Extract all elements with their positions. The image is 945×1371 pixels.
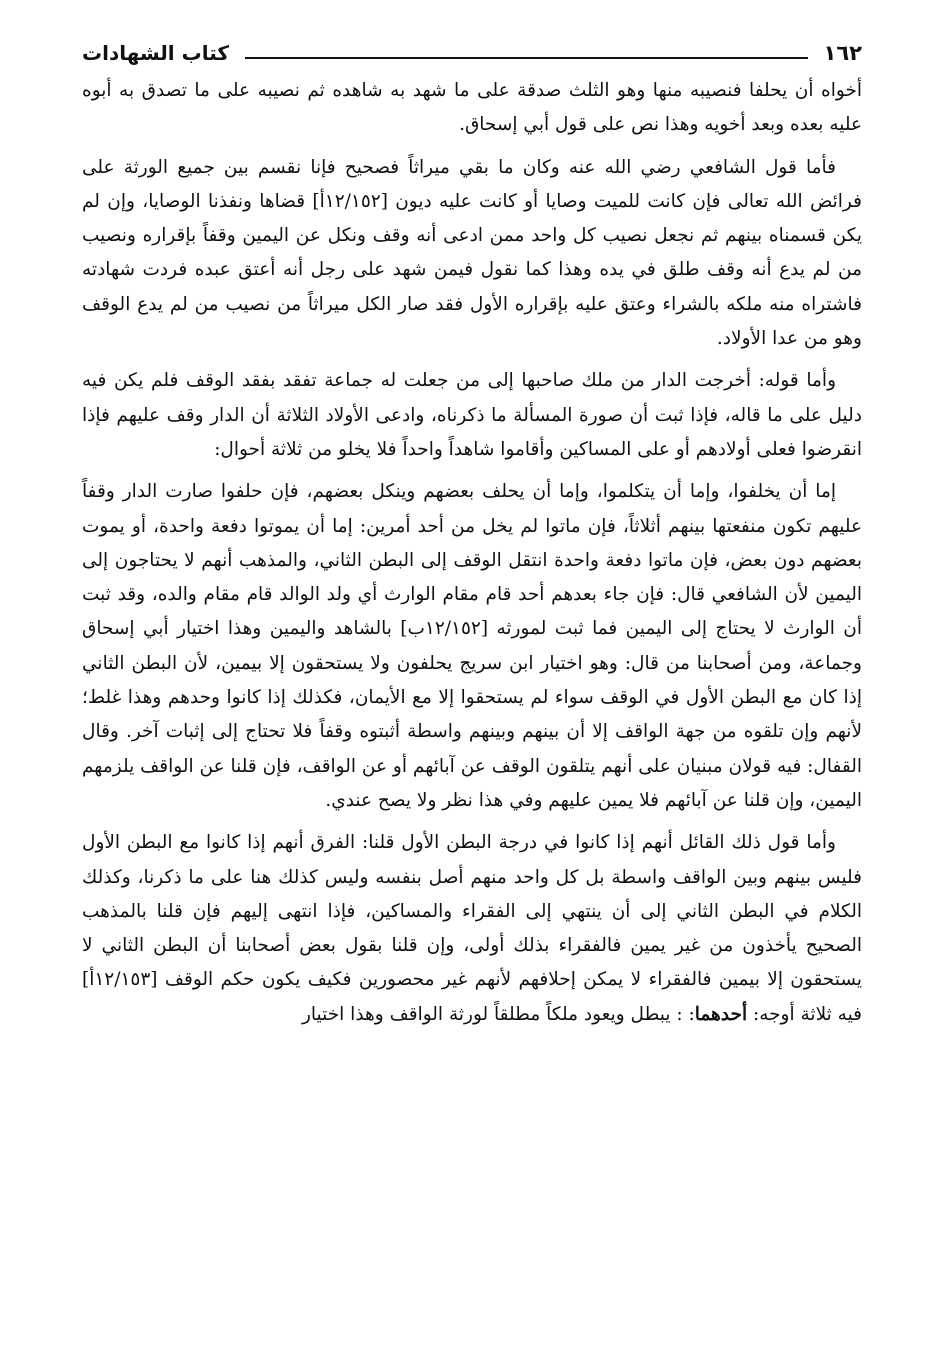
book-title: كتاب الشهادات: [82, 41, 230, 65]
page-number: ١٦٢: [823, 41, 862, 65]
paragraph-5-text: وأما قول ذلك القائل أنهم إذا كانوا في درجة البطن الأول قلنا: الفرق أنهم إذا كانوا مع البطن الأول فليس بينهم وبين الواقف واسطة بل كل واحد منهم أصل بنفسه وليس كذلك هنا على ما ذكرنا، وكذلك الكلام في البطن الثاني إلى أن ينتهي إلى الفقراء والمساكين، فإذا انتهى إليهم فإن قلنا بالمذهب الصحيح يأخذون من غير يمين فالفقراء بذلك أولى، وإن قلنا بقول بعض أصحابنا أن البطن الثاني لا يستحقون إلا بيمين فالفقراء لا يمكن إحلافهم لأنهم غير محصورين فكيف يكون حكم الوقف [١٢/١٥٣أ] فيه ثلاثة أوجه:: [82, 832, 862, 1025]
paragraph-1: أخواه أن يحلفا فنصيبه منها وهو الثلث صدقة على ما شهد به شاهده ثم نصيبه على ما تصدق به أبوه عليه بعده وبعد أخويه وهذا نص على قول أبي إسحاق.: [82, 80, 862, 136]
body-text: [82, 74, 862, 1032]
paragraph-4: إما أن يخلفوا، وإما أن يتكلموا، وإما أن يحلف بعضهم وينكل بعضهم، فإن حلفوا صارت الدار وقفاً عليهم تكون منفعتها بينهم أثلاثاً، فإن ماتوا لم يخل من أحد أمرين: إما أن يموتوا دفعة واحدة، أو يموت بعضهم دون بعض، فإن ماتوا دفعة واحدة انتقل الوقف إلى البطن الثاني، والمذهب أنهم لا يحتاجون إلى اليمين لأن الشافعي قال: فإن جاء بعدهم أحد قام مقام الوارث أي ولد الوالد قام مقام والده، وقد ثبت أن الوارث لا يحتاج إلى اليمين فما ثبت لمورثه [١٢/١٥٢ب] بالشاهد واليمين وهذا اختيار أبي إسحاق وجماعة، ومن أصحابنا من قال: وهو اختيار ابن سريج يحلفون ولا يستحقون إلا بيمين، لأن البطن الثاني إذا كان مع البطن الأول في الوقف سواء لم يستحقوا إلا مع الأيمان، فكذلك إذا كانوا وحدهم وهذا غلط؛ لأنهم وإن تلقوه من جهة الواقف إلا أن بينهم وبينهم واسطة أثبتوه وقفاً فلا تحتاج إلى إثبات آخر. وقال القفال: فيه قولان مبنيان على أنهم يتلقون الوقف عن آبائهم أو عن الواقف، فإن قلنا عن الواقف يلزمهم اليمين، وإن قلنا عن آبائهم فلا يمين عليهم وفي هذا نظر ولا يصح عندي.: [82, 481, 862, 811]
header-rule: [245, 57, 808, 59]
paragraph-3: وأما قوله: أخرجت الدار من ملك صاحبها إلى من جعلت له جماعة تفقد بفقد الوقف فلم يكن فيه دليل على ما قاله، فإذا ثبت أن صورة المسألة ما ذكرناه، وادعى الأولاد الثلاثة أن الدار وقف عليهم فإذا انقرضوا فعلى أولادهم أو على المساكين وأقاموا شاهداً واحداً فلا يخلو من ثلاثة أحوال:: [82, 370, 862, 460]
term-ahaduhuma: أحدهما: [694, 1003, 748, 1025]
paragraph-2: فأما قول الشافعي رضي الله عنه وكان ما بقي ميراثاً فصحيح فإنا نقسم بين جميع الورثة على فرائض الله تعالى فإن كانت للميت وصايا أو كانت عليه ديون [١٢/١٥٢أ] قضاها ونفذنا الوصايا، وإن لم يكن قسمناه بينهم ثم نجعل نصيب كل واحد ممن ادعى أنه وقف ونكل عن اليمين وقفاً بإقراره ونصيب من لم يدع أنه وقف طلق في يده وهذا كما نقول فيمن شهد على رجل أنه أعتق عبده فردت شهادته فاشتراه منه ملكه بالشراء وعتق عليه بإقراره الأول فقد صار الكل ميراثاً من نصيب من لم يدع الوقف وهو من عدا الأولاد.: [82, 156, 862, 350]
running-head: [82, 30, 862, 68]
paragraph-5-tail: : : يبطل ويعود ملكاً مطلقاً لورثة الواقف وهذا اختيار: [301, 1003, 695, 1025]
paragraph-5: [82, 826, 862, 1032]
book-page: [82, 30, 862, 1350]
